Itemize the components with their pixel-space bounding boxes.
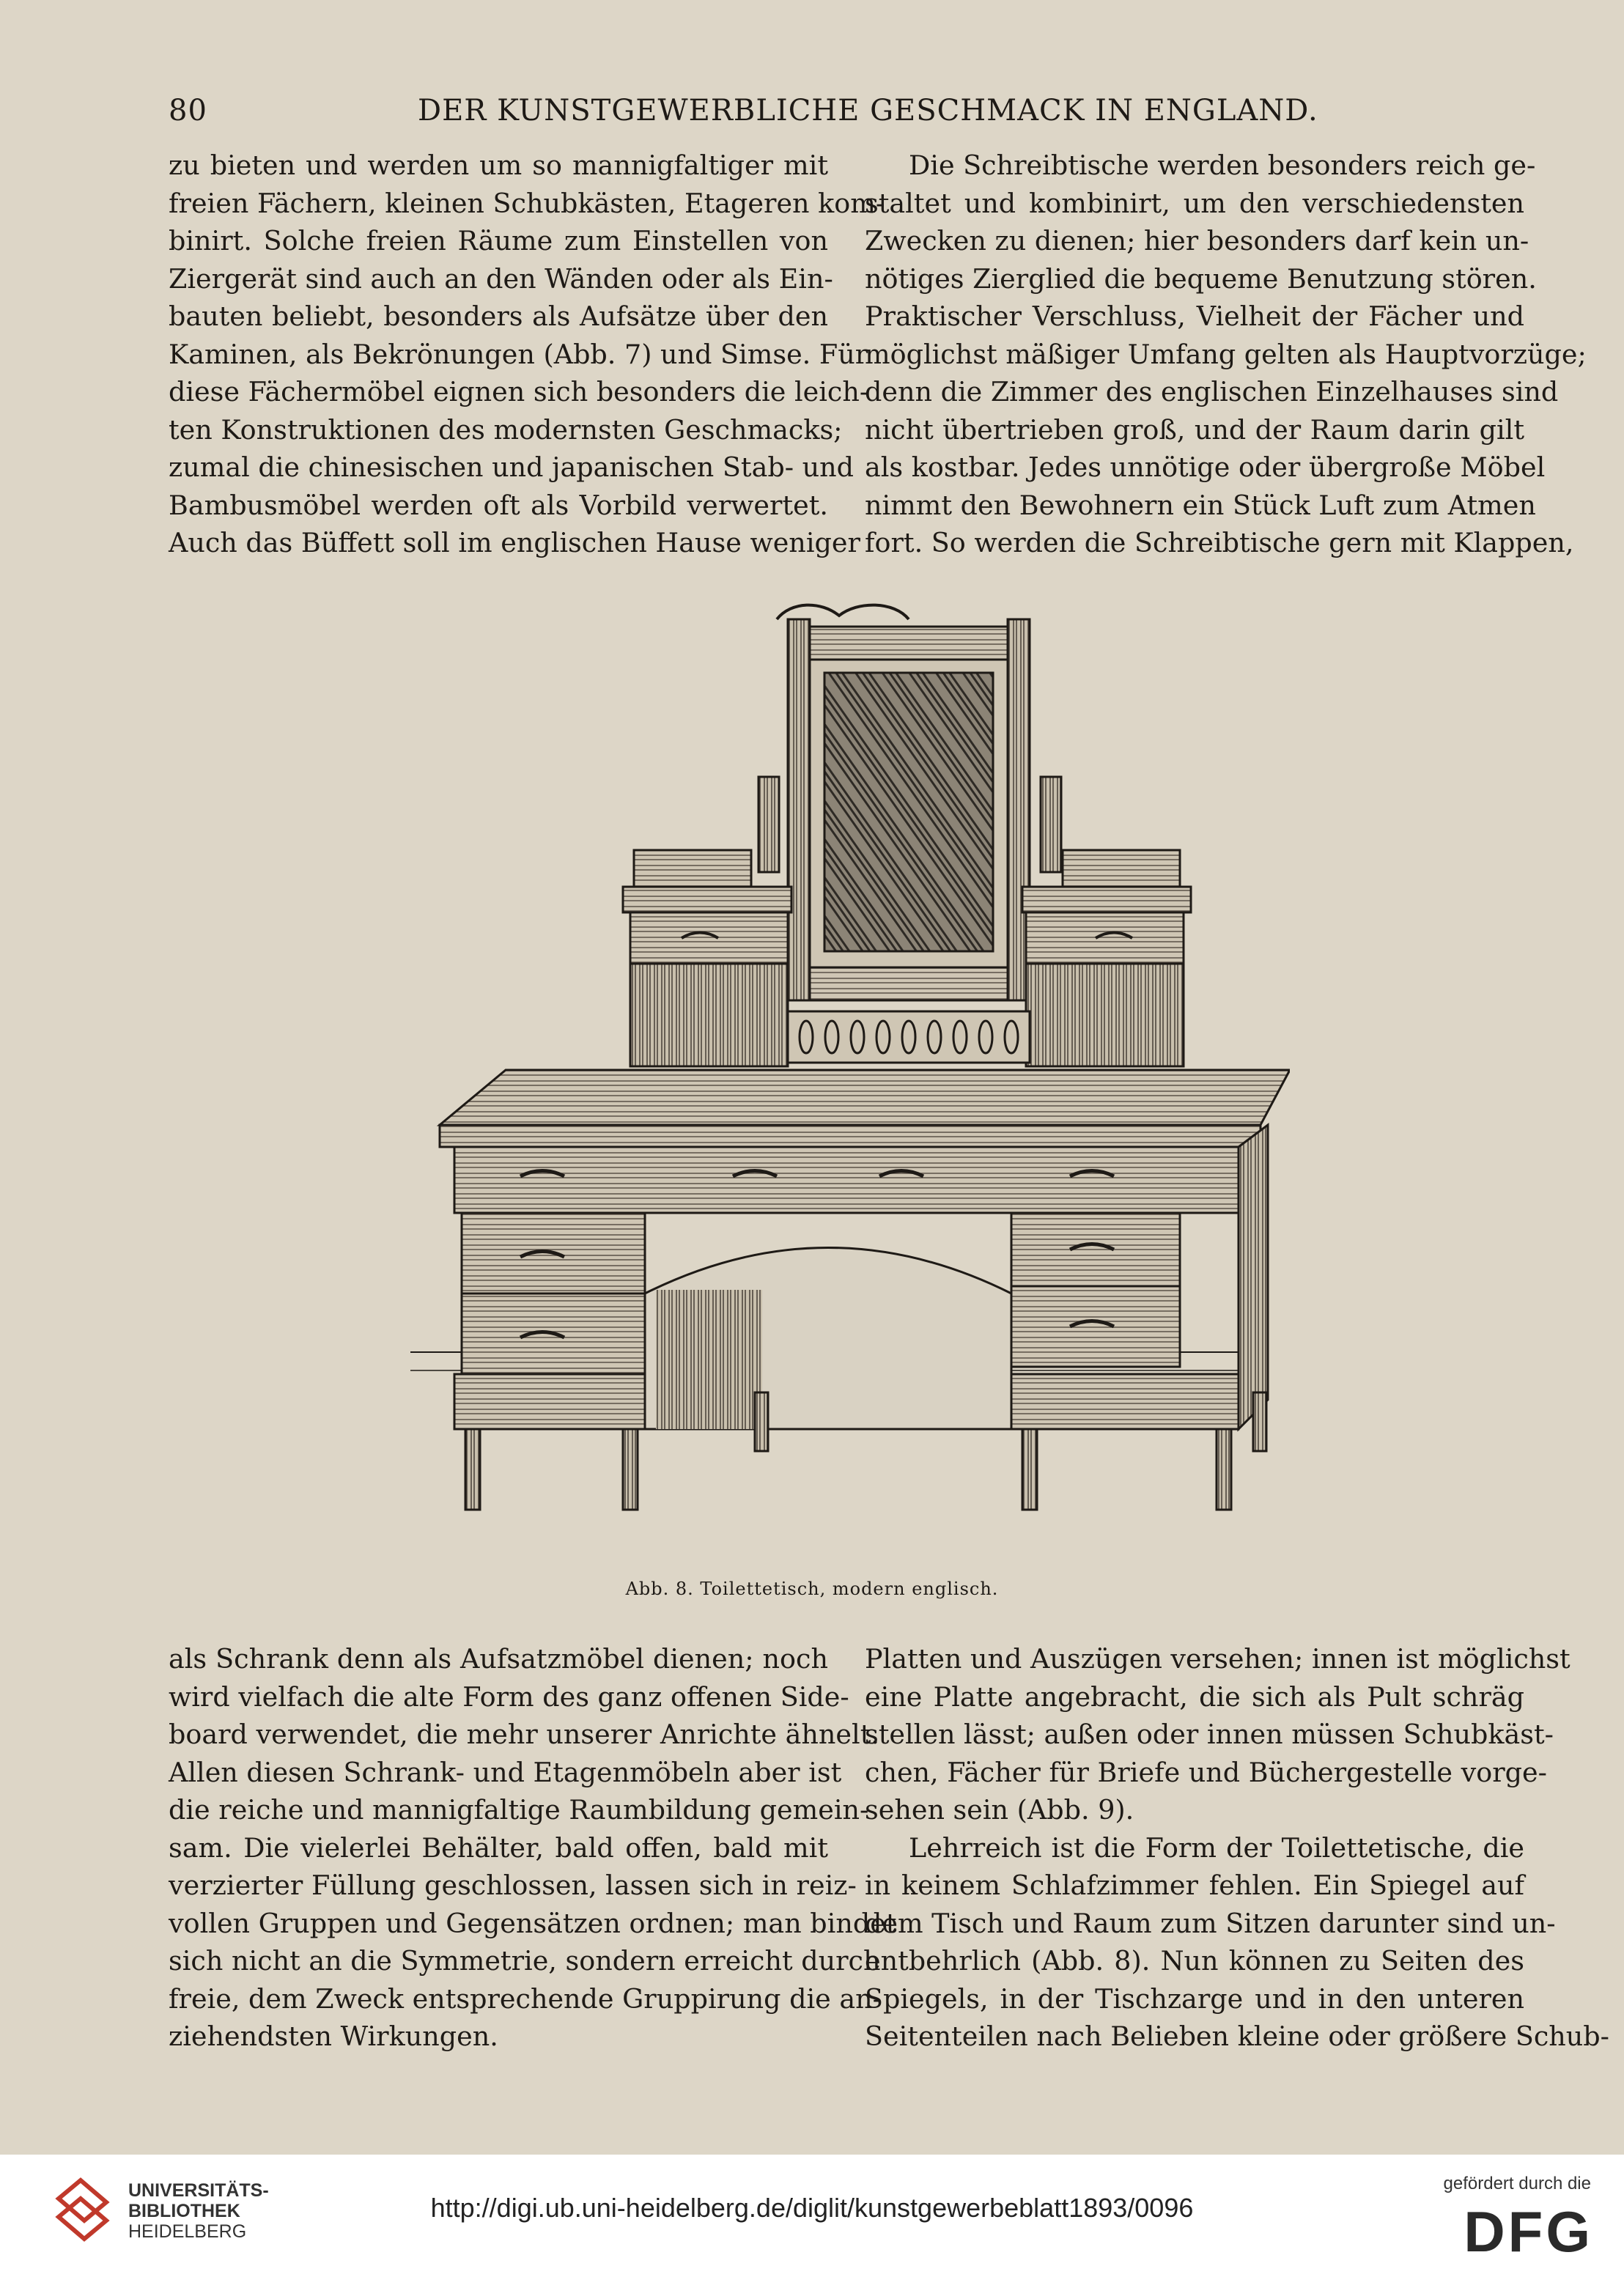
- text-line: sehen sein (Abb. 9).: [865, 1794, 1134, 1826]
- text-line: bauten beliebt, besonders als Aufsätze über den: [169, 300, 828, 332]
- text-line: fort. So werden die Schreibtische gern mit Klappen,: [865, 527, 1574, 558]
- text-line: Platten und Auszügen versehen; innen ist möglichst: [865, 1643, 1571, 1675]
- text-line: nicht übertrieben groß, und der Raum darin gilt: [865, 413, 1524, 446]
- text-column-bottom-left: [169, 1640, 897, 2056]
- page-number: 80: [169, 94, 207, 128]
- text-line: zumal die chinesischen und japanischen Stab- und: [169, 451, 855, 483]
- library-name-line: HEIDELBERG: [128, 2221, 247, 2242]
- text-line: wird vielfach die alte Form des ganz offenen Side-: [169, 1680, 849, 1713]
- text-line: ten Konstruktionen des modernsten Geschmacks;: [169, 413, 843, 446]
- text-line: als Schrank denn als Aufsatzmöbel dienen; noch: [169, 1643, 828, 1675]
- text-line: dem Tisch und Raum zum Sitzen darunter sind un-: [865, 1907, 1556, 1939]
- text-line: denn die Zimmer des englischen Einzelhauses sind: [865, 376, 1559, 407]
- text-line: Bambusmöbel werden oft als Vorbild verwertet.: [169, 489, 828, 521]
- text-line: sam. Die vielerlei Behälter, bald offen, bald mit: [169, 1831, 828, 1864]
- text-line: zu bieten und werden um so mannigfaltiger mit: [169, 150, 828, 181]
- text-line: board verwendet, die mehr unserer Anrichte ähnelt.: [169, 1719, 879, 1750]
- text-line: Seitenteilen nach Belieben kleine oder größere Schub-: [865, 2020, 1609, 2052]
- text-column-top-right: [865, 147, 1587, 562]
- digital-copy-url-link[interactable]: http://digi.ub.uni-heidelberg.de/diglit/kunstgewerbeblatt1893/0096: [430, 2193, 1194, 2223]
- library-name-line: UNIVERSITÄTS-: [128, 2180, 269, 2201]
- text-line: diese Fächermöbel eignen sich besonders die leich-: [169, 376, 869, 407]
- text-line: ziehendsten Wirkungen.: [169, 2020, 498, 2052]
- dressing-table-illustration: [410, 586, 1290, 1576]
- text-line: möglichst mäßiger Umfang gelten als Hauptvorzüge;: [865, 338, 1587, 370]
- text-line: Die Schreibtische werden besonders reich ge-: [909, 150, 1536, 181]
- text-line: Ziergerät sind auch an den Wänden oder als Ein-: [169, 262, 833, 295]
- text-line: Spiegels, in der Tischzarge und in den unteren: [865, 1982, 1524, 2015]
- text-line: nimmt den Bewohnern ein Stück Luft zum Atmen: [865, 489, 1536, 521]
- text-line: binirt. Solche freien Räume zum Einstellen von: [169, 225, 828, 257]
- text-column-bottom-right: [865, 1640, 1609, 2056]
- text-line: Lehrreich ist die Form der Toilettetische, die: [909, 1831, 1524, 1864]
- text-line: vollen Gruppen und Gegensätzen ordnen; man bindet: [169, 1907, 897, 1939]
- text-line: stellen lässt; außen oder innen müssen Schubkäst-: [865, 1719, 1554, 1750]
- library-name-line: BIBLIOTHEK: [128, 2201, 240, 2221]
- dfg-logo: DFG: [1464, 2199, 1593, 2264]
- digitization-footer: [0, 2155, 1624, 2277]
- text-line: freie, dem Zweck entsprechende Gruppirung die an-: [169, 1982, 882, 2015]
- funding-label: gefördert durch die: [1443, 2174, 1591, 2193]
- text-line: Praktischer Verschluss, Vielheit der Fächer und: [865, 300, 1524, 332]
- text-line: sich nicht an die Symmetrie, sondern erreicht durch: [169, 1945, 881, 1977]
- text-line: entbehrlich (Abb. 8). Nun können zu Seiten des: [865, 1945, 1524, 1977]
- text-line: verzierter Füllung geschlossen, lassen sich in reiz-: [169, 1870, 857, 1901]
- text-line: Allen diesen Schrank- und Etagenmöbeln aber ist: [169, 1756, 842, 1788]
- text-line: Zwecken zu dienen; hier besonders darf kein un-: [865, 225, 1529, 257]
- text-line: chen, Fächer für Briefe und Büchergestelle vorge-: [865, 1756, 1547, 1788]
- text-line: die reiche und mannigfaltige Raumbildung gemein-: [169, 1794, 869, 1826]
- running-title: DER KUNSTGEWERBLICHE GESCHMACK IN ENGLAND.: [418, 94, 1318, 128]
- text-line: staltet und kombinirt, um den verschiedensten: [865, 187, 1524, 219]
- text-line: Auch das Büffett soll im englischen Hause weniger: [169, 527, 860, 558]
- text-line: in keinem Schlafzimmer fehlen. Ein Spiegel auf: [865, 1870, 1524, 1901]
- text-line: freien Fächern, kleinen Schubkästen, Etageren kom-: [169, 187, 885, 219]
- running-header: [169, 94, 1521, 138]
- text-column-top-left: [169, 147, 885, 562]
- text-line: eine Platte angebracht, die sich als Pult schräg: [865, 1680, 1524, 1713]
- text-line: Kaminen, als Bekrönungen (Abb. 7) und Simse. Für: [169, 338, 868, 370]
- text-line: nötiges Zierglied die bequeme Benutzung stören.: [865, 262, 1537, 295]
- text-line: als kostbar. Jedes unnötige oder übergroße Möbel: [865, 451, 1546, 483]
- figure-caption: Abb. 8. Toilettetisch, modern englisch.: [625, 1579, 999, 1599]
